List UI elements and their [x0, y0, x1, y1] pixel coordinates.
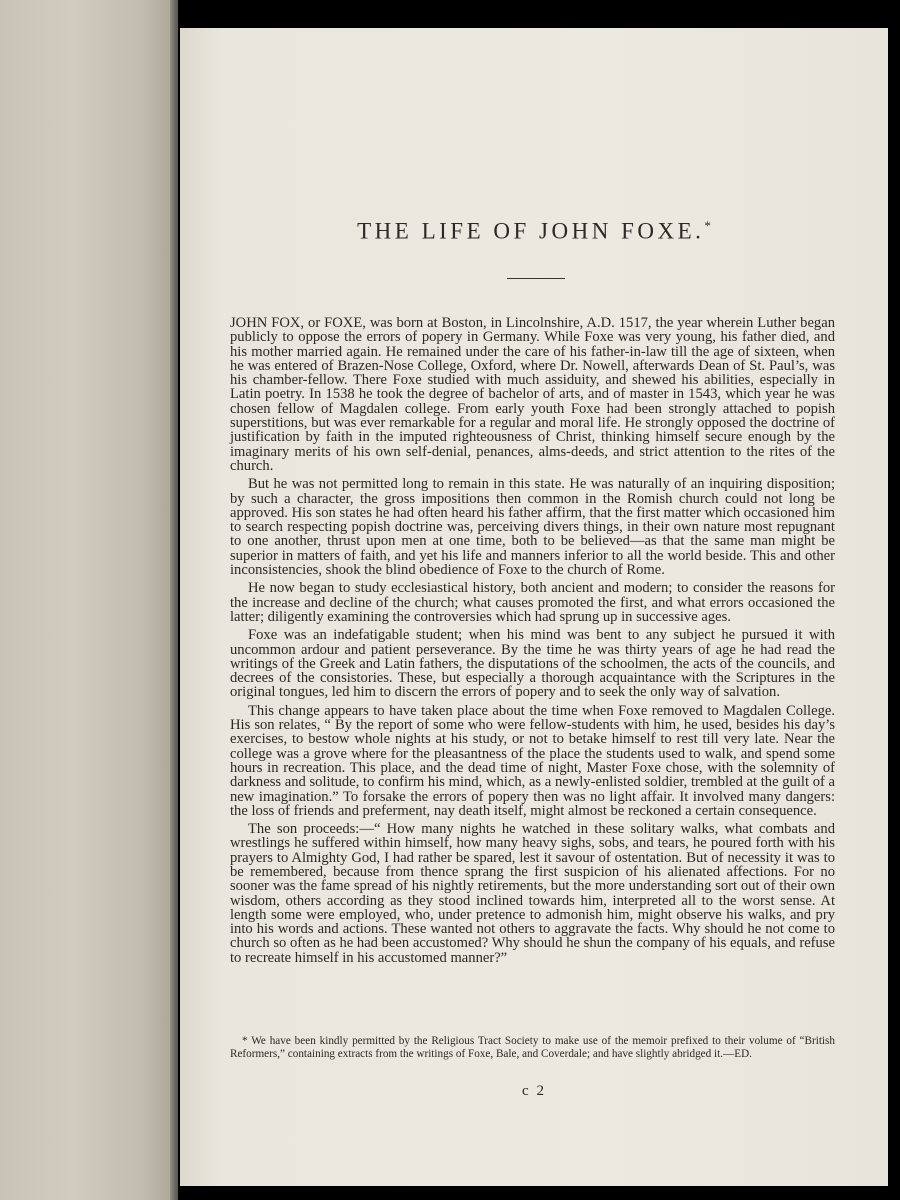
paragraph: This change appears to have taken place about the time when Foxe removed to Magdalen College. His son relates, “ By the report of some who were fellow-students with him, he used, besides his day’s exercises, to bestow whole nights at his study, or not to betake himself to rest till very late. Near the college was a grove where for the pleasantness of the place the students used to walk, and spend some hours in recreation. This place, and the dead time of night, Master Foxe chose, with the solemnity of darkness and solitude, to confirm his mind, which, as a newly-enlisted soldier, trembled at the guilt of a new imagination.” To forsake the errors of popery then was no light affair. It involved many dangers: the loss of friends and preferment, nay death itself, might almost be reckoned a certain consequence. — [230, 702, 835, 819]
footnote — [230, 1035, 835, 1060]
book-page — [180, 28, 888, 1186]
signature-mark: c 2 — [522, 1083, 546, 1099]
paragraph: But he was not permitted long to remain in this state. He was naturally of an inquiring disposition; by such a character, the gross impositions then common in the Romish church could not long be approved. His son states he had often heard his father affirm, that the first matter which occasioned him to search respecting popish doctrine was, perceiving divers things, in their own nature most repugnant to one another, thrust upon men at one time, both to be believed—as that the same man might be superior in matters of faith, and yet his life and manners inferior to all the world beside. This and other inconsistencies, shook the blind obedience of Foxe to the church of Rome. — [230, 476, 835, 579]
footnote-marker: * — [704, 218, 711, 233]
paragraph: JOHN FOX, or FOXE, was born at Boston, in Lincolnshire, A.D. 1517, the year wherein Luther began publicly to oppose the errors of popery in Germany. While Foxe was very young, his father died, and his mother married again. He remained under the care of his father-in-law till the age of sixteen, when he was entered of Brazen-Nose College, Oxford, where Dr. Nowell, afterwards Dean of St. Paul’s, was his chamber-fellow. There Foxe studied with much assiduity, and shewed his abilities, especially in Latin poetry. In 1538 he took the degree of bachelor of arts, and of master in 1543, which year he was chosen fellow of Magdalen college. From early youth Foxe had been strongly attached to popish superstitions, but was ever remarkable for a regular and moral life. He strongly opposed the doctrine of justification by faith in the imputed righteousness of Christ, thinking himself secure enough by the imaginary merits of his own self-denial, penances, alms-deeds, and strict attention to the rites of the church. — [230, 315, 835, 474]
paragraph: Foxe was an indefatigable student; when his mind was bent to any subject he pursued it with uncommon ardour and patient perseverance. By the time he was thirty years of age he had read the writings of the Greek and Latin fathers, the disputations of the schoolmen, the acts of the councils, and decrees of the consistories. These, but especially a thorough acquaintance with the Scriptures in the original tongues, led him to discern the errors of popery and to seek the only way of salvation. — [230, 627, 835, 701]
left-page-edge — [0, 0, 178, 1200]
chapter-title — [180, 218, 888, 245]
footnote-text: * We have been kindly permitted by the Religious Tract Society to make use of the memoir prefixed to their volume of “British Reformers,” containing extracts from the writings of Foxe, Bale, and Coverdale; and have slightly abridged it.—ED. — [230, 1035, 835, 1060]
paragraph: He now began to study ecclesiastical history, both ancient and modern; to consider the reasons for the increase and decline of the church; what causes promoted the first, and what errors occasioned the latter; diligently examining the controversies which had sprung up in successive ages. — [230, 580, 835, 625]
chapter-title-text: THE LIFE OF JOHN FOXE. — [357, 218, 705, 244]
paragraph: The son proceeds:—“ How many nights he watched in these solitary walks, what combats and wrestlings he suffered within himself, how many heavy sighs, sobs, and tears, he poured forth with his prayers to Almighty God, I had rather be spared, lest it savour of ostentation. But of necessity it was to be remembered, because from thence sprang the first suspicion of his alienated affections. For no sooner was the fame spread of his nightly retirements, but the more understanding sort out of their own wisdom, others according as they stood inclined towards him, interpreted all to the worst sense. At length some were employed, who, under pretence to admonish him, might observe his walks, and pry into his words and actions. These wanted not others to aggravate the facts. Why should he not come to church so often as he had been accustomed? Why should he shun the company of his equals, and refuse to recreate himself in his accustomed manner?” — [230, 821, 835, 966]
title-divider — [507, 278, 565, 279]
body-text — [230, 316, 835, 969]
